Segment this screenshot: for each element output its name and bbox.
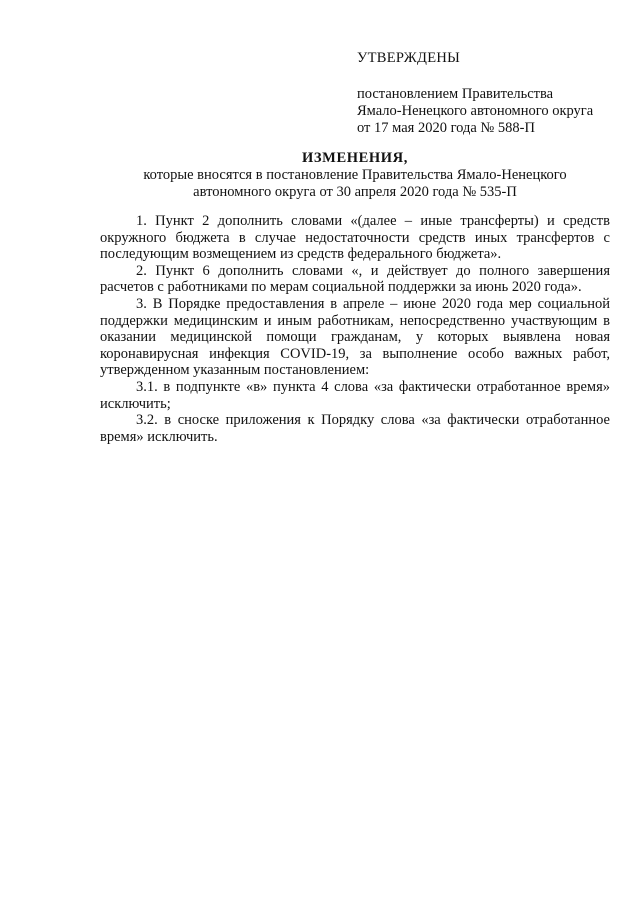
paragraph-2: 2. Пункт 6 дополнить словами «, и действует до полного завершения расчетов с работниками по мерам социальной поддержки за июнь 2020 года». — [100, 262, 610, 296]
paragraph-1: 1. Пункт 2 дополнить словами «(далее – иные трансферты) и средств окружного бюджета в случае недостаточности средств иных трансфертов с последующим возмещением из средств федерального бюджета». — [100, 213, 610, 263]
document-subtitle-line-2: автономного округа от 30 апреля 2020 года № 535-П — [193, 184, 517, 200]
document-title: ИЗМЕНЕНИЯ, — [302, 150, 408, 166]
paragraph-3: 3. В Порядке предоставления в апреле – июне 2020 года мер социальной поддержки медицинским и иным работникам, непосредственно участвующим в оказании медицинской помощи гражданам, у которых выявлена новая коронавирусная инфекция COVID-19, за выполнение особо важных работ, утвержденном указанным постановлением: — [100, 295, 610, 379]
paragraph-3-1: 3.1. в подпункте «в» пункта 4 слова «за фактически отработанное время» исключить; — [100, 378, 610, 412]
paragraph-3-2: 3.2. в сноске приложения к Порядку слова «за фактически отработанное время» исключить. — [100, 412, 610, 445]
approval-line-3: от 17 мая 2020 года № 588-П — [357, 120, 535, 136]
approval-stamp — [357, 50, 617, 137]
approval-heading: УТВЕРЖДЕНЫ — [357, 50, 461, 66]
document-body — [100, 213, 610, 445]
approval-line-2: Ямало-Ненецкого автономного округа — [357, 103, 594, 119]
document-title-block — [100, 150, 610, 201]
approval-line-1: постановлением Правительства — [357, 86, 554, 102]
document-subtitle-line-1: которые вносятся в постановление Правительства Ямало-Ненецкого — [143, 167, 567, 183]
